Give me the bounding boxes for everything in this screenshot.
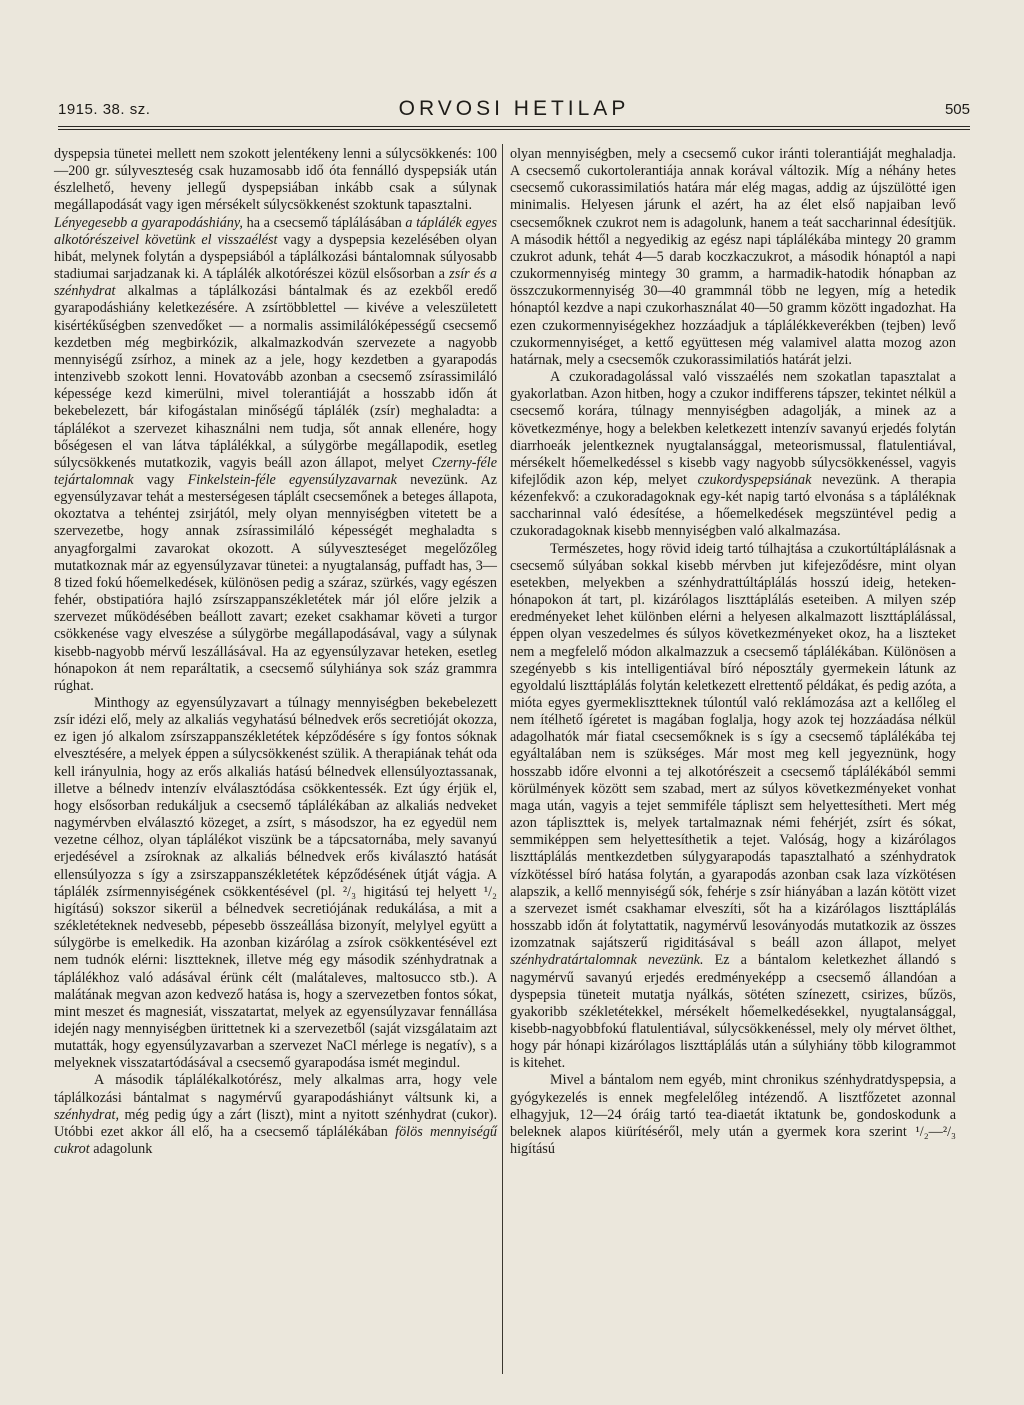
column-divider	[502, 144, 503, 1374]
paragraph: Mivel a bántalom nem egyéb, mint chronikus szénhydratdyspepsia, a gyógykezelés is ennek megfelelőleg intézendő. A lisztfőzetet azonnal elhagyjuk, 12—24 óráig tartó tea-diaetát iktatunk be, gondoskodunk a beleknek alapos kiürítéséről, mely után a gyermek kora szerint ¹/₂—²/₃ higítású	[510, 1072, 956, 1158]
paragraph: Természetes, hogy rövid ideig tartó túlhajtása a czukortúltáplálásnak a csecsemő súlyában sokkal kisebb mérvben jut kifejeződésre, mint olyan esetekben, melyekben a szénhydrattúltáplálás hosszú ideig, heteken-hónapokon át tart, pl. kizárólagos liszttáplálás eseteiben. A milyen szép eredményeket lehet különben elérni a helyesen alkalmazott liszttáplálással, éppen olyan veszedelmes és súlyos következményeket okoz, ha a liszteket nem a megfelelő módon alkalmazzuk a csecsemő táplálékában. Különösen a szegényebb s kis intelligentiával bíró néposztály gyermekein látunk az egyoldalú liszttáplálás folytán keletkezett elrettentő példákat, és pedig azóta, a mióta egyes gyermeklisztteknek túlontúl való reklámozása azt a kellőleg el nem ítélhető ígéretet is magában foglalja, hogy azok tej hozzáadása nélkül adagolhatók már fiatal csecsemőknek is s így a csecsemő táplálékába tej egyáltalában nem is szükséges. Már most meg kell jegyeznünk, hogy hosszabb időre elvonni a tej alkotórészeit a csecsemő táplálékából semmi körülmények között sem szabad, mert az súlyos következményeket vonhat maga után, vagyis a tejet semmiféle tápliszt sem helyettesítheti. Mert még azon tápliszttek is, melyek tartalmaznak némi fehérjét, zsírt és sókat, semmiképpen sem helyettesíthetik a tejet. Valóság, hogy a kizárólagos liszttáplálás mentkezdetben súlygyarapodás tapasztalható a szénhydratok vízkötéssel bíró hatása folytán, a gyarapodás azonban csak laza vízkötésen alapszik, a kellő mennyiségű sók, fehérje s zsír hiányában a lazán kötött vizet a szervezet ismét csakhamar elveszíti, sőt ha a kizárólagos liszttáplálás hosszabb időn át folytattatik, nagymérvű lesoványodás mutatkozik az összes izomzatnak sajátszerű rigiditásával s beáll azon állapot, melyet szénhydratártalomnak nevezünk. Ez a bántalom keletkezhet állandó s nagymérvű savanyú erjedés eredményeképp a csecsemő állandóan a dyspepsia tüneteit mutatja nyálkás, sötéten színezett, csirizes, bűzös, gyakoribb székletétekkel, mérsékelt hőemelkedésekkel, nyugtalansággal, kisebb-nagyobbfokú flatulentiával, súlycsökkenéssel, mely oly mérvet ölthet, hogy pár hónapi kizárólagos liszttáplálás után a súlyhiány több kilogrammot is kitehet.	[510, 540, 956, 1072]
paragraph: Lényegesebb a gyarapodáshiány, ha a csecsemő táplálásában a táplálék egyes alkotórészeivel követünk el visszaélést vagy a dyspepsia kezelésében olyan hibát, melynek folytán a dyspepsiából a táplálkozási bántalomnak súlyosabb stadiumai sarjadzanak ki. A táplálék alkotórészei közül elsősorban a zsír és a szénhydrat alkalmas a táplálkozási bántalmak és az ezekből eredő gyarapodáshiány keletkezésére. A zsírtöbblettel — kivéve a veleszületett kisértékűségben szenvedőket — a normalis assimilálóképességű csecsemő kezdetben még megbirkózik, alkalmazkodván szervezete a nagyobb mennyiségű zsírhoz, a minek az a jele, hogy kezdetben a gyarapodás intenzivebb szokott lenni. Hovatovább azonban a csecsemő zsírassimiláló képessége kezd kimerülni, mivel tolerantiáját a hosszabb időn át bekebelezett, bár kifogástalan minőségű táplálék (zsír) meghaladta: a táplálékot a szervezet kihasználni nem tudja, sőt annak ellenére, hogy bőségesen el van látva táplálékkal, a súlygörbe megállapodik, esetleg súlycsökkenés mutatkozik, vagyis beáll azon állapot, melyet Czerny-féle tejártalomnak vagy Finkelstein-féle egyensúlyzavarnak nevezünk. Az egyensúlyzavar tehát a mesterségesen táplált csecsemőnek a beteges állapota, okoztatva a tehéntej zsirjától, mely olyan mennyiségben vitetett be a szervezetbe, hogy annak zsírassimiláló képességét meghaladta s anyagforgalmi zavarokat okozott. A súlyveszteséget megelőzőleg mutatkoznak már az egyensúlyzavar tünetei: a nyugtalanság, puffadt has, 3—8 tized fokú hőemelkedések, különösen pedig a száraz, szürkés, vagy egészen fehér, obstipatióra hajló zsírszappanszékletétek már jól előre jelzik a szervezet működésében beállott zavart; ezeket csakhamar követi a turgor csökkenése vagy elveszése a súlygörbe megállapodásával, vagy a súlynak kisebb-nagyobb mérvű leszállásával. Ha az egyensúlyzavar heteken, esetleg hónapokon át nem reparáltatik, a csecsemő súlyhiánya sok száz grammra rúghat.	[54, 214, 497, 694]
issue-label: 1915. 38. sz.	[58, 101, 151, 118]
paragraph: olyan mennyiségben, mely a csecsemő cukor iránti tolerantiáját meghaladja. A csecsemő cukortolerantiája annak korával változik. Míg a néhány hetes csecsemő cukorassimilatiós határa már elég magas, addig az újszülötté igen minimalis. Helyesen járunk el azért, ha az élet első napjaiban levő csecsemőknek czukrot nem is adagolunk, hanem a teát saccharinnal édesítjük. A második héttől a negyedikig az egész napi táplálékába mintegy 20 gramm czukrot adunk, tehát 4—5 darab koczkaczukrot, a második hónaptól a napi czukormennyiség mintegy 30 gramm, a harmadik-hatodik hónapban az összczukormennyiség 30—40 grammnál több ne legyen, míg a hetedik hónaptól kezdve a napi czukorhasználat 40—50 gramm között ingadozhat. Ha ezen czukormennyiségekhez hozzáadjuk a táplálékkeverékben (tejben) levő czukormennyiséget, a kettő együttesen még valamivel alatta mozog azon határnak, mely a csecsemők czukorassimilatiós határát jelzi.	[510, 146, 956, 368]
header-rule	[58, 126, 970, 127]
paragraph: Minthogy az egyensúlyzavart a túlnagy mennyiségben bekebelezett zsír idézi elő, mely az alkaliás vegyhatású bélnedvek erős secretióját okozza, ez igen jó alkalom zsírszappanszékletétek képződésére s így fontos sóknak elvesztésére, a melyek éppen a súlycsökkenést szülik. A therapiának tehát oda kell irányulnia, hogy az erős alkaliás hatású bélnedvek ellensúlyoztassanak, illetve a bélnedv intenzív elválasztódása csökkentessék. Ezt úgy érjük el, hogy elsősorban redukáljuk a csecsemő táplálékában az alkaliás nedveket nagymérvben elválasztó közeget, a zsírt, s másodszor, ha ez egyedül nem vezetne célhoz, olyan táplálékot viszünk be a tápcsatornába, mely savanyú erjedésével a zsíroknak az alkaliás bélnedvek erős kiválasztó hatását ellensúlyozza s így a zsirszappanszékletétek képződésének útját vágja. A táplálék zsírmennyiségének csökkentésével (pl. ²/₃ higitású tej helyett ¹/₂ higítású) sokszor sikerül a bélnedvek secretiójának redukálása, a mit a székletéteknek nedvesebb, pépesebb összeállása bizonyít, melylyel együtt a súlygörbe is emelkedik. Ha azonban kizárólag a zsírok csökkentésével ezt nem tudnók elérni: lisztteknek, illetve még egy második szénhydratnak a táplálékhoz való adásával érünk célt (malátaleves, maltosucco stb.). A malátának megvan azon kedvező hatása is, hogy a szervezetben fontos sókat, mint meszet és magnesiát, visszatartat, melyek az egyensúlyzavar fennállása idején nagy mennyiségben ürittetnek ki a szervezetből (saját vizsgálataim azt mutatták, hogy egyensúlyzavarban a szervezet NaCl mérlege is negatív), s a melyeknek visszatartódásával a csecsemő gyarapodása ismét megindul.	[54, 695, 497, 1072]
right-column	[510, 146, 956, 1158]
paragraph: dyspepsia tünetei mellett nem szokott jelentékeny lenni a súlycsökkenés: 100—200 gr. súlyveszteség csak huzamosabb idő óta fennálló dyspepsiák után észlelhető, heveny jellegű dyspepsiában inkább csak a súlynak megállapodását vagy igen mérsékelt súlycsökkenést szoktunk tapasztalni.	[54, 146, 497, 214]
paragraph: A második táplálékalkotórész, mely alkalmas arra, hogy vele táplálkozási bántalmat s nagymérvű gyarapodáshiányt váltsunk ki, a szénhydrat, még pedig úgy a zárt (liszt), mint a nyitott szénhydrat (cukor). Utóbbi ezet akkor áll elő, ha a csecsemő táplálékában fölös mennyiségű cukrot adagolunk	[54, 1072, 498, 1158]
left-column	[54, 146, 497, 1158]
page-number: 505	[944, 101, 970, 118]
journal-title: ORVOSI HETILAP	[398, 97, 630, 120]
header-rule-secondary	[58, 129, 970, 130]
paragraph: A czukoradagolással való visszaélés nem szokatlan tapasztalat a gyakorlatban. Azon hitben, hogy a czukor indifferens tápszer, tekintet nélkül a csecsemő korára, túlnagy mennyiségben adagolják, a minek az a következménye, hogy a belekben keletkezett intenzív savanyú erjedés folytán diarrhoeák jelentkeznek nyugtalansággal, meteorismussal, flatulentiával, mérsékelt hőemelkedéssel s kisebb vagy nagyobb súlycsökkenéssel, vagyis kifejlődik azon kép, melyet czukordyspepsiának nevezünk. A therapia kézenfekvő: a czukoradagoknak egy-két napig tartó elvonása s a tápláléknak saccharinnal való édesítése, a hőemelkedések megszüntével pedig a czukoradagoknak kisebb mennyiségben való alkalmazása.	[510, 369, 956, 540]
page-header	[58, 97, 970, 127]
